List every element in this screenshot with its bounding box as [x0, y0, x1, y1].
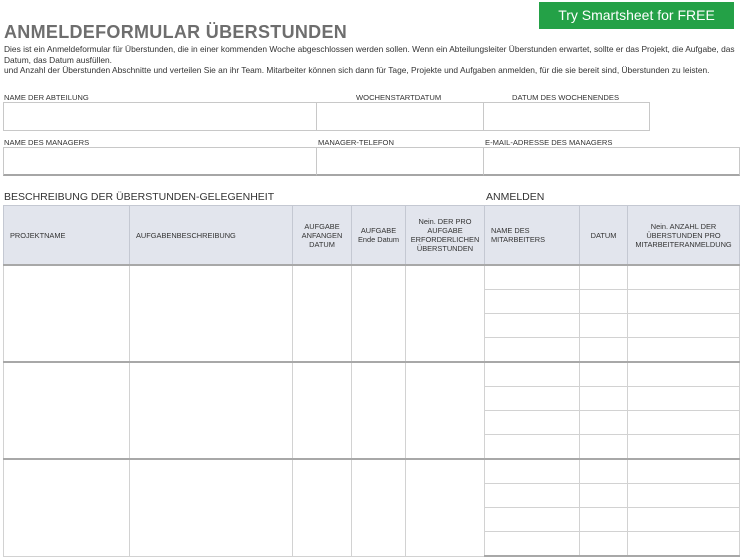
form-title: ANMELDEFORMULAR ÜBERSTUNDEN — [4, 22, 348, 42]
manager-name-label: NAME DES MANAGERS — [4, 138, 90, 147]
intro-text — [4, 44, 742, 76]
task-cell[interactable] — [130, 362, 293, 459]
signup-section-title: ANMELDEN — [486, 191, 545, 203]
employee-cell[interactable] — [485, 532, 580, 557]
hours-cell[interactable] — [628, 508, 740, 532]
try-smartsheet-button[interactable]: Try Smartsheet for FREE — [539, 2, 734, 29]
employee-cell[interactable] — [485, 338, 580, 363]
task-end-date-header: AUFGABE Ende Datum — [352, 206, 406, 266]
manager-phone-field[interactable] — [316, 147, 484, 176]
hours-needed-header: Nein. DER PRO AUFGABE ERFORDERLICHEN ÜBERSTUNDEN — [406, 206, 485, 266]
department-label: NAME DER ABTEILUNG — [4, 93, 89, 102]
employee-cell[interactable] — [485, 459, 580, 484]
hours-cell[interactable] — [628, 411, 740, 435]
date-cell[interactable] — [580, 362, 628, 387]
project-cell[interactable] — [4, 362, 130, 459]
employee-cell[interactable] — [485, 362, 580, 387]
hours-cell[interactable] — [628, 459, 740, 484]
hours-needed-cell[interactable] — [406, 459, 485, 556]
project-cell[interactable] — [4, 459, 130, 556]
date-cell[interactable] — [580, 435, 628, 460]
hours-per-signup-header: Nein. ANZAHL DER ÜBERSTUNDEN PRO MITARBEITERANMELDUNG — [628, 206, 740, 266]
date-cell[interactable] — [580, 290, 628, 314]
hours-cell[interactable] — [628, 314, 740, 338]
employee-name-header: NAME DES MITARBEITERS — [485, 206, 580, 266]
date-cell[interactable] — [580, 338, 628, 363]
end-date-cell[interactable] — [352, 265, 406, 362]
date-cell[interactable] — [580, 314, 628, 338]
manager-phone-label: MANAGER-TELEFON — [318, 138, 394, 147]
weekend-date-label: DATUM DES WOCHENENDES — [512, 93, 620, 102]
task-start-date-header: AUFGABE ANFANGEN DATUM — [293, 206, 352, 266]
end-date-cell[interactable] — [352, 362, 406, 459]
end-date-cell[interactable] — [352, 459, 406, 556]
date-cell[interactable] — [580, 387, 628, 411]
week-start-label: WOCHENSTARTDATUM — [356, 93, 442, 102]
employee-cell[interactable] — [485, 290, 580, 314]
table-row — [4, 265, 740, 290]
task-cell[interactable] — [130, 265, 293, 362]
date-cell[interactable] — [580, 459, 628, 484]
start-date-cell[interactable] — [293, 459, 352, 556]
employee-cell[interactable] — [485, 387, 580, 411]
hours-needed-cell[interactable] — [406, 265, 485, 362]
hours-cell[interactable] — [628, 265, 740, 290]
project-name-header: PROJEKTNAME — [4, 206, 130, 266]
hours-cell[interactable] — [628, 435, 740, 460]
date-cell[interactable] — [580, 532, 628, 557]
overtime-table — [3, 205, 740, 557]
employee-cell[interactable] — [485, 411, 580, 435]
week-start-field[interactable] — [316, 102, 484, 131]
hours-cell[interactable] — [628, 338, 740, 363]
date-cell[interactable] — [580, 508, 628, 532]
manager-name-field[interactable] — [3, 147, 317, 176]
manager-email-field[interactable] — [483, 147, 740, 176]
table-row — [4, 459, 740, 484]
hours-cell[interactable] — [628, 532, 740, 557]
description-section-title: BESCHREIBUNG DER ÜBERSTUNDEN-GELEGENHEIT — [4, 191, 275, 203]
manager-email-label: E-MAIL-ADRESSE DES MANAGERS — [485, 138, 613, 147]
start-date-cell[interactable] — [293, 265, 352, 362]
employee-cell[interactable] — [485, 435, 580, 460]
hours-cell[interactable] — [628, 290, 740, 314]
weekend-date-field[interactable] — [483, 102, 650, 131]
date-cell[interactable] — [580, 484, 628, 508]
hours-cell[interactable] — [628, 387, 740, 411]
intro-line-2: und Anzahl der Überstunden Abschnitte und verteilen Sie an ihr Team. Mitarbeiter können sich dann für Tage, Projekte und Aufgaben anmelden, für die sie bereit sind, Überstunden zu leisten. — [4, 65, 710, 76]
signup-date-header: DATUM — [580, 206, 628, 266]
employee-cell[interactable] — [485, 484, 580, 508]
start-date-cell[interactable] — [293, 362, 352, 459]
hours-needed-cell[interactable] — [406, 362, 485, 459]
task-cell[interactable] — [130, 459, 293, 556]
date-cell[interactable] — [580, 411, 628, 435]
department-field[interactable] — [3, 102, 317, 131]
employee-cell[interactable] — [485, 265, 580, 290]
hours-cell[interactable] — [628, 362, 740, 387]
project-cell[interactable] — [4, 265, 130, 362]
table-header-row — [4, 206, 740, 266]
table-row — [4, 362, 740, 387]
employee-cell[interactable] — [485, 314, 580, 338]
intro-line-1: Dies ist ein Anmeldeformular für Überstunden, die in einer kommenden Woche abgeschlossen werden sollen. Wenn ein Abteilungsleiter Überstunden erwartet, sollte er das Projekt, die Aufgabe, das Datum, das Datum ausfüllen. — [4, 44, 735, 65]
employee-cell[interactable] — [485, 508, 580, 532]
task-description-header: AUFGABENBESCHREIBUNG — [130, 206, 293, 266]
date-cell[interactable] — [580, 265, 628, 290]
hours-cell[interactable] — [628, 484, 740, 508]
